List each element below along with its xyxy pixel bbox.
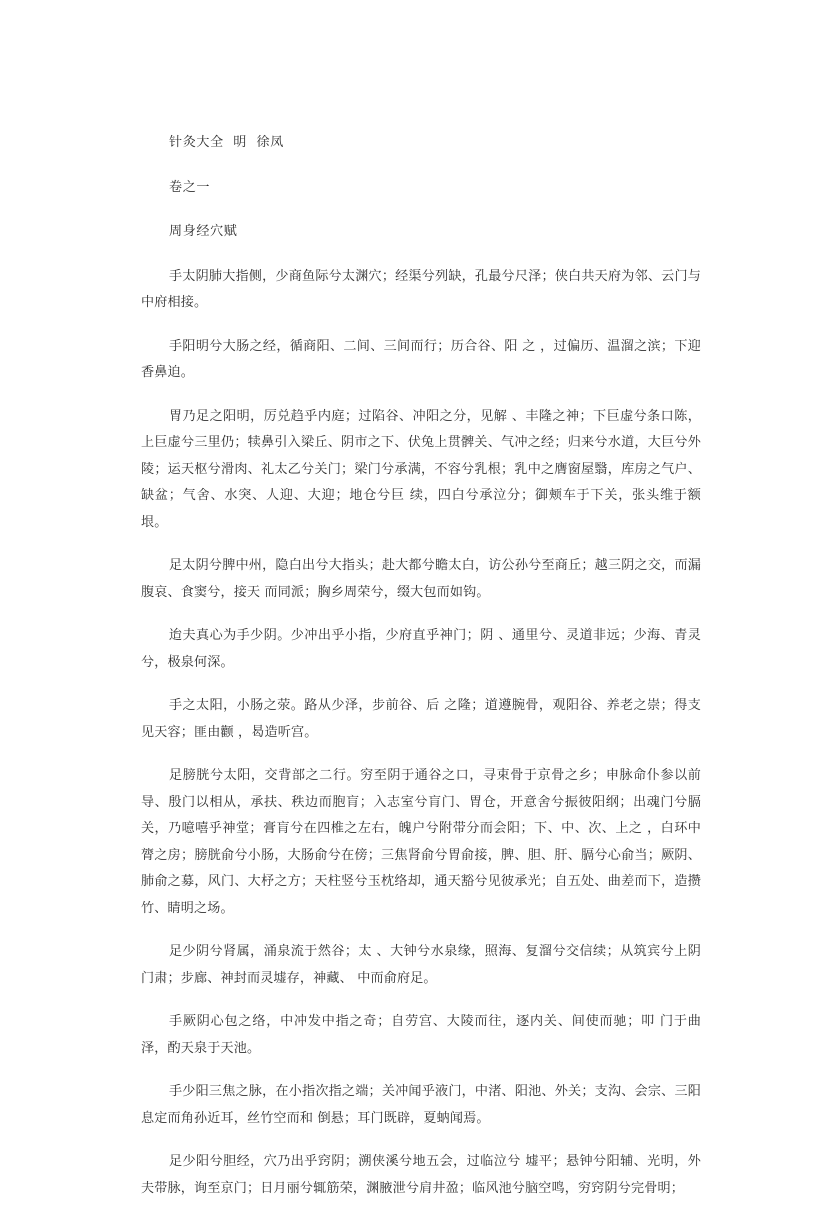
- paragraph-large-intestine-meridian: 手阳明兮大肠之经，循商阳、二间、三间而行；历合谷、阳 之 ，过偏历、温溜之滨；下迎香鼻迫。: [141, 338, 701, 380]
- paragraph-stomach-meridian: 胃乃足之阳明，厉兑趋乎内庭；过陷谷、冲阳之分，见解 、丰隆之神；下巨虚兮条口陈，上巨虚兮三里仍；犊鼻引入梁丘、阴市之下、伏兔上贯髀关、气冲之经；归来兮水道，大巨兮外陵；运天枢兮滑肉、礼太乙兮关门；梁门兮承满，不容兮乳根；乳中之膺窗屋翳，库房之气户、缺盆；气舍、水突、人迎、大迎；地仓兮巨 续，四白兮承泣分；御颊车于下关，张头维于额垠。: [141, 408, 701, 530]
- paragraph-small-intestine-meridian: 手之太阳，小肠之荥。路从少泽，步前谷、后 之隆；道遵腕骨，观阳谷、养老之崇；得支见天容；匪由颧 ，曷造听宫。: [141, 698, 701, 740]
- paragraph-heart-meridian: 迨夫真心为手少阴。少冲出乎小指，少府直乎神门；阴 、通里兮、灵道非远；少海、青灵兮，极泉何深。: [141, 628, 701, 670]
- section-title: 周身经穴赋: [169, 224, 238, 239]
- paragraph-bladder-meridian: 足膀胱兮太阳，交背部之二行。穷至阴于通谷之口，寻束骨于京骨之乡；申脉命仆参以前导、殷门以相从，承扶、秩边而胞肓；入志室兮肓门、胃仓，开意舍兮振彼阳纲；出魂门兮膈关，乃噫嘻乎神堂；膏肓兮在四椎之左右，魄户兮附带分而会阳；下、中、次、上之 ，白环中膂之房；膀胱俞兮小肠，大肠俞兮在傍；三焦肾俞兮胃俞接，脾、胆、肝、膈兮心俞当；厥阴、肺俞之募，风门、大杼之方；天柱竖兮玉枕络却，通天豁兮见彼承光；自五处、曲差而下，造攒竹、睛明之场。: [141, 768, 701, 916]
- paragraph-gallbladder-meridian: 足少阳兮胆经，穴乃出乎窍阴；溯侠溪兮地五会，过临泣兮 墟平；悬钟兮阳辅、光明，外夫带脉，询至京门；日月丽兮辄筋荣，渊腋泄兮肩井盈；临风池兮脑空鸣，穷窍阴兮完骨明；: [141, 1154, 701, 1196]
- book-title-line: 针灸大全 明 徐凤: [169, 135, 284, 150]
- paragraph-triple-burner-meridian: 手少阳三焦之脉，在小指次指之端；关冲闻乎液门，中渚、阳池、外关；支沟、会宗、三阳息定而角孙近耳，丝竹空而和 倒悬；耳门既辟，夏蚋闻焉。: [141, 1084, 701, 1126]
- volume-line: 卷之一: [169, 179, 211, 195]
- paragraph-pericardium-meridian: 手厥阴心包之络，中冲发中指之奇；自劳宫、大陵而往，逐内关、间使而驰；叩 门于曲泽，酌天泉于天池。: [141, 1014, 701, 1056]
- paragraph-lung-meridian: 手太阴肺大指侧，少商鱼际兮太渊穴；经渠兮列缺，孔最兮尺泽；侠白共天府为邻、云门与中府相接。: [141, 268, 701, 310]
- paragraph-spleen-meridian: 足太阴兮脾中州，隐白出兮大指头；赴大都兮瞻太白，访公孙兮至商丘；越三阴之交，而漏腹哀、食窦兮，接天 而同派；胸乡周荣兮，缀大包而如钩。: [141, 558, 701, 600]
- paragraph-kidney-meridian: 足少阴兮肾属，涌泉流于然谷；太 、大钟兮水泉缘，照海、复溜兮交信续；从筑宾兮上阴门肃；步廊、神封而灵墟存，神藏、 中而俞府足。: [141, 944, 701, 986]
